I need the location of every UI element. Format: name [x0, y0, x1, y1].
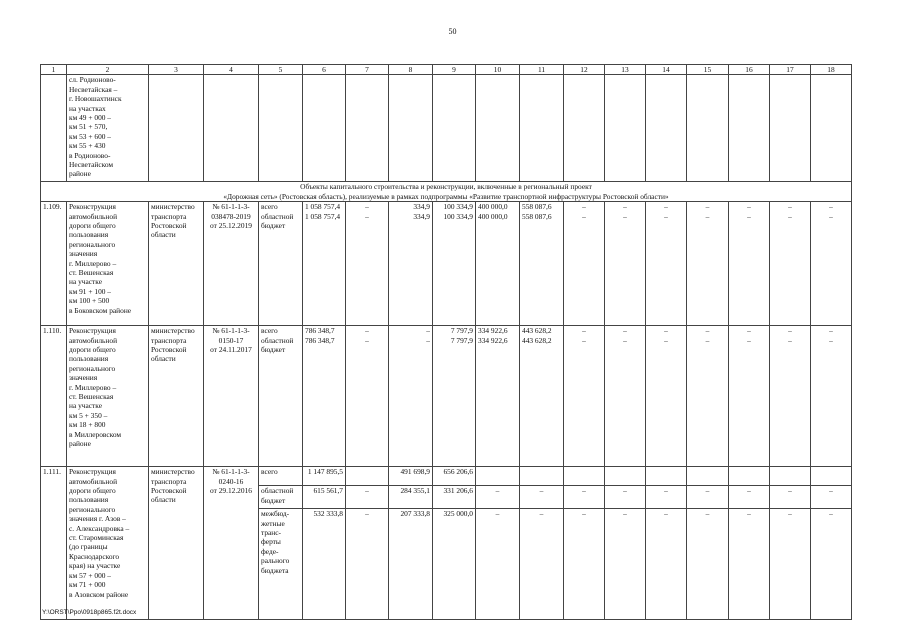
- column-number: 17: [770, 65, 811, 75]
- value-cell: – –: [729, 202, 770, 326]
- value-cell: –: [520, 486, 564, 509]
- section-heading-row: [41, 182, 852, 202]
- table-row: [41, 326, 852, 467]
- value-cell: [729, 467, 770, 486]
- value-cell: – –: [687, 326, 729, 467]
- column-number: 16: [729, 65, 770, 75]
- value-cell: – –: [605, 202, 646, 326]
- value-cell: –: [346, 509, 389, 620]
- table-cell: [41, 75, 67, 182]
- value-cell: – –: [346, 326, 389, 467]
- organization: министерство транспорта Ростовской области: [149, 326, 204, 467]
- value-cell: – –: [389, 326, 433, 467]
- column-number: 13: [605, 65, 646, 75]
- value-cell: [646, 467, 687, 486]
- organization: министерство транспорта Ростовской области: [149, 467, 204, 620]
- column-number: 8: [389, 65, 433, 75]
- value-cell: 1 058 757,4 1 058 757,4: [303, 202, 346, 326]
- table-cell: [389, 75, 433, 182]
- column-number: 6: [303, 65, 346, 75]
- object-name: сл. Родионово- Несветайская – г. Новошахтинск на участках км 49 + 000 – км 51 + 570, км 53 + 600 – км 55 + 430 в Родионово- Несветайском районе: [67, 75, 149, 182]
- value-cell: –: [646, 509, 687, 620]
- value-cell: [605, 467, 646, 486]
- value-cell: – –: [564, 326, 605, 467]
- budget-table: [40, 64, 852, 620]
- value-cell: 491 698,9: [389, 467, 433, 486]
- value-cell: 284 355,1: [389, 486, 433, 509]
- document-ref: № 61-1-1-3- 0150-17 от 24.11.2017: [204, 326, 259, 467]
- value-cell: –: [646, 486, 687, 509]
- object-name: Реконструкция автомобильной дороги общего пользования регионального значения г. Миллерово – ст. Вешенская на участке км 5 + 350 – км 18 + 800 в Миллеровском районе: [67, 326, 149, 467]
- value-cell: [770, 467, 811, 486]
- value-cell: [564, 467, 605, 486]
- value-cell: – –: [687, 202, 729, 326]
- table-cell: [303, 75, 346, 182]
- value-cell: –: [564, 509, 605, 620]
- value-cell: –: [770, 486, 811, 509]
- value-cell: [687, 467, 729, 486]
- value-cell: –: [520, 509, 564, 620]
- value-cell: – –: [770, 202, 811, 326]
- column-number: 11: [520, 65, 564, 75]
- column-number: 18: [811, 65, 852, 75]
- value-cell: [811, 467, 852, 486]
- value-cell: 443 628,2 443 628,2: [520, 326, 564, 467]
- value-cell: 207 333,8: [389, 509, 433, 620]
- object-name: Реконструкция автомобильной дороги общего пользования регионального значения г. Азов – с. Александровка – ст. Староминская (до границы Краснодарского края) на участке км 57 + 000 – км 71 + 000 в Азовском районе: [67, 467, 149, 620]
- table-cell: [476, 75, 520, 182]
- value-cell: –: [476, 486, 520, 509]
- funding-source: всего областной бюджет: [259, 326, 303, 467]
- value-cell: 656 206,6: [433, 467, 476, 486]
- funding-source: областной бюджет: [259, 486, 303, 509]
- value-cell: –: [564, 486, 605, 509]
- column-number: 1: [41, 65, 67, 75]
- table-cell: [605, 75, 646, 182]
- funding-source: межбюд- жетные транс- ферты феде- рального бюджета: [259, 509, 303, 620]
- value-cell: –: [605, 486, 646, 509]
- value-cell: [476, 467, 520, 486]
- table-cell: [687, 75, 729, 182]
- table-cell: [520, 75, 564, 182]
- table-cell: [204, 75, 259, 182]
- value-cell: – –: [564, 202, 605, 326]
- table-cell: [564, 75, 605, 182]
- column-number: 12: [564, 65, 605, 75]
- column-number: 2: [67, 65, 149, 75]
- value-cell: –: [346, 486, 389, 509]
- value-cell: –: [687, 486, 729, 509]
- value-cell: – –: [605, 326, 646, 467]
- value-cell: – –: [811, 326, 852, 467]
- file-path-footer: Y:\ORST\Ppo\0918p865.f2t.docx: [42, 609, 137, 616]
- table-row: [41, 202, 852, 326]
- organization: министерство транспорта Ростовской области: [149, 202, 204, 326]
- column-number: 14: [646, 65, 687, 75]
- table-cell: [811, 75, 852, 182]
- table-cell: [259, 75, 303, 182]
- value-cell: 100 334,9 100 334,9: [433, 202, 476, 326]
- column-number: 10: [476, 65, 520, 75]
- value-cell: 400 000,0 400 000,0: [476, 202, 520, 326]
- value-cell: –: [811, 486, 852, 509]
- value-cell: 532 333,8: [303, 509, 346, 620]
- page-number: 50: [448, 27, 457, 36]
- value-cell: 7 797,9 7 797,9: [433, 326, 476, 467]
- value-cell: –: [476, 509, 520, 620]
- table-cell: [149, 75, 204, 182]
- value-cell: – –: [646, 326, 687, 467]
- column-number-row: [41, 65, 852, 75]
- table-cell: [729, 75, 770, 182]
- value-cell: 334,9 334,9: [389, 202, 433, 326]
- value-cell: – –: [811, 202, 852, 326]
- value-cell: –: [729, 509, 770, 620]
- row-number: 1.110.: [41, 326, 67, 467]
- section-heading: [41, 182, 852, 202]
- value-cell: –: [687, 509, 729, 620]
- funding-source: всего областной бюджет: [259, 202, 303, 326]
- funding-source: всего: [259, 467, 303, 486]
- value-cell: – –: [346, 202, 389, 326]
- column-number: 15: [687, 65, 729, 75]
- value-cell: 558 087,6 558 087,6: [520, 202, 564, 326]
- value-cell: 786 348,7 786 348,7: [303, 326, 346, 467]
- section-heading-line: Объекты капитального строительства и реконструкции, включенные в региональный проект: [300, 182, 592, 192]
- value-cell: 1 147 895,5: [303, 467, 346, 486]
- value-cell: –: [729, 486, 770, 509]
- row-number: 1.111.: [41, 467, 67, 620]
- column-number: 9: [433, 65, 476, 75]
- table-row: [41, 467, 852, 486]
- column-number: 4: [204, 65, 259, 75]
- document-ref: № 61-1-1-3- 038478-2019 от 25.12.2019: [204, 202, 259, 326]
- value-cell: –: [770, 509, 811, 620]
- value-cell: – –: [646, 202, 687, 326]
- column-number: 7: [346, 65, 389, 75]
- document-ref: № 61-1-1-3- 0240-16 от 29.12.2016: [204, 467, 259, 620]
- value-cell: [346, 467, 389, 486]
- value-cell: 334 922,6 334 922,6: [476, 326, 520, 467]
- section-heading-line: «Дорожная сеть» (Ростовская область), реализуемые в рамках подпрограммы «Развитие транспортной инфраструктуры Ростовской области»: [223, 191, 669, 201]
- row-number: 1.109.: [41, 202, 67, 326]
- table-row: [41, 75, 852, 182]
- value-cell: – –: [770, 326, 811, 467]
- table-cell: [646, 75, 687, 182]
- value-cell: – –: [729, 326, 770, 467]
- value-cell: 325 000,0: [433, 509, 476, 620]
- table-cell: [770, 75, 811, 182]
- value-cell: –: [811, 509, 852, 620]
- value-cell: 615 561,7: [303, 486, 346, 509]
- value-cell: –: [605, 509, 646, 620]
- value-cell: [520, 467, 564, 486]
- value-cell: 331 206,6: [433, 486, 476, 509]
- column-number: 5: [259, 65, 303, 75]
- object-name: Реконструкция автомобильной дороги общего пользования регионального значения г. Миллерово – ст. Вешенская на участке км 91 + 100 – км 100 + 500 в Боковском районе: [67, 202, 149, 326]
- table-cell: [433, 75, 476, 182]
- column-number: 3: [149, 65, 204, 75]
- table-cell: [346, 75, 389, 182]
